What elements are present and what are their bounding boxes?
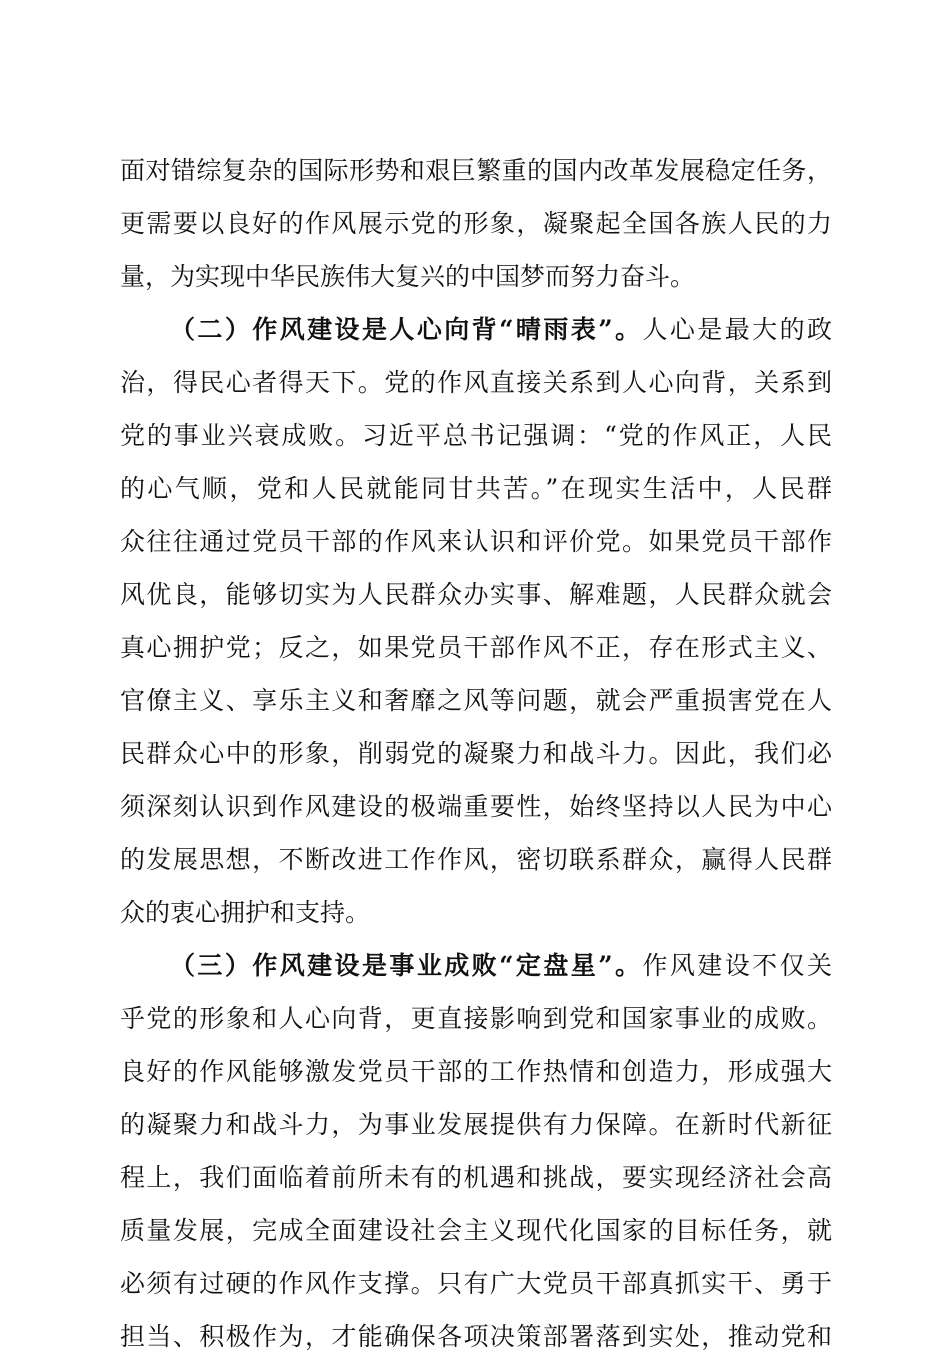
- text-span: 人心是最大的政: [642, 315, 832, 344]
- text-line: 的凝聚力和战斗力，为事业发展提供有力保障。在新时代新征: [120, 1110, 832, 1139]
- text-line: 真心拥护党；反之，如果党员干部作风不正，存在形式主义、: [120, 633, 832, 662]
- text-line: 民群众心中的形象，削弱党的凝聚力和战斗力。因此，我们必: [120, 739, 832, 768]
- text-line: 良好的作风能够激发党员干部的工作热情和创造力，形成强大: [120, 1057, 832, 1086]
- text-line: 乎党的形象和人心向背，更直接影响到党和国家事业的成败。: [120, 1004, 832, 1033]
- text-line: 担当、积极作为，才能确保各项决策部署落到实处，推动党和: [120, 1322, 832, 1351]
- section-heading-2: （二）作风建设是人心向背“晴雨表”。: [170, 315, 643, 344]
- text-line: 程上，我们面临着前所未有的机遇和挑战，要实现经济社会高: [120, 1163, 832, 1192]
- paragraph-first-line: [120, 303, 832, 356]
- text-line: 量，为实现中华民族伟大复兴的中国梦而努力奋斗。: [120, 262, 696, 291]
- text-line: 党的事业兴衰成败。习近平总书记强调：“党的作风正，人民: [120, 421, 832, 450]
- document-page: [120, 144, 832, 1363]
- text-line: 须深刻认识到作风建设的极端重要性，始终坚持以人民为中心: [120, 792, 832, 821]
- text-line: 众的衷心拥护和支持。: [120, 898, 371, 927]
- text-line: 官僚主义、享乐主义和奢靡之风等问题，就会严重损害党在人: [120, 686, 832, 715]
- text-line: 的发展思想，不断改进工作作风，密切联系群众，赢得人民群: [120, 845, 832, 874]
- text-line: 必须有过硬的作风作支撑。只有广大党员干部真抓实干、勇于: [120, 1269, 832, 1298]
- text-span: 作风建设不仅关: [642, 951, 832, 980]
- text-line: 的心气顺，党和人民就能同甘共苦。”在现实生活中，人民群: [120, 474, 832, 503]
- paragraph-1: [120, 144, 832, 303]
- section-heading-3: （三）作风建设是事业成败“定盘星”。: [170, 951, 643, 980]
- paragraph-first-line: [120, 939, 832, 992]
- text-line: 质量发展，完成全面建设社会主义现代化国家的目标任务，就: [120, 1216, 832, 1245]
- text-line: 更需要以良好的作风展示党的形象，凝聚起全国各族人民的力: [120, 209, 832, 238]
- paragraph-2: [120, 303, 832, 939]
- text-line: 风优良，能够切实为人民群众办实事、解难题，人民群众就会: [120, 580, 832, 609]
- text-line: 治，得民心者得天下。党的作风直接关系到人心向背，关系到: [120, 368, 832, 397]
- text-line: 面对错综复杂的国际形势和艰巨繁重的国内改革发展稳定任务，: [120, 156, 832, 185]
- paragraph-3: [120, 939, 832, 1363]
- text-line: 众往往通过党员干部的作风来认识和评价党。如果党员干部作: [120, 527, 832, 556]
